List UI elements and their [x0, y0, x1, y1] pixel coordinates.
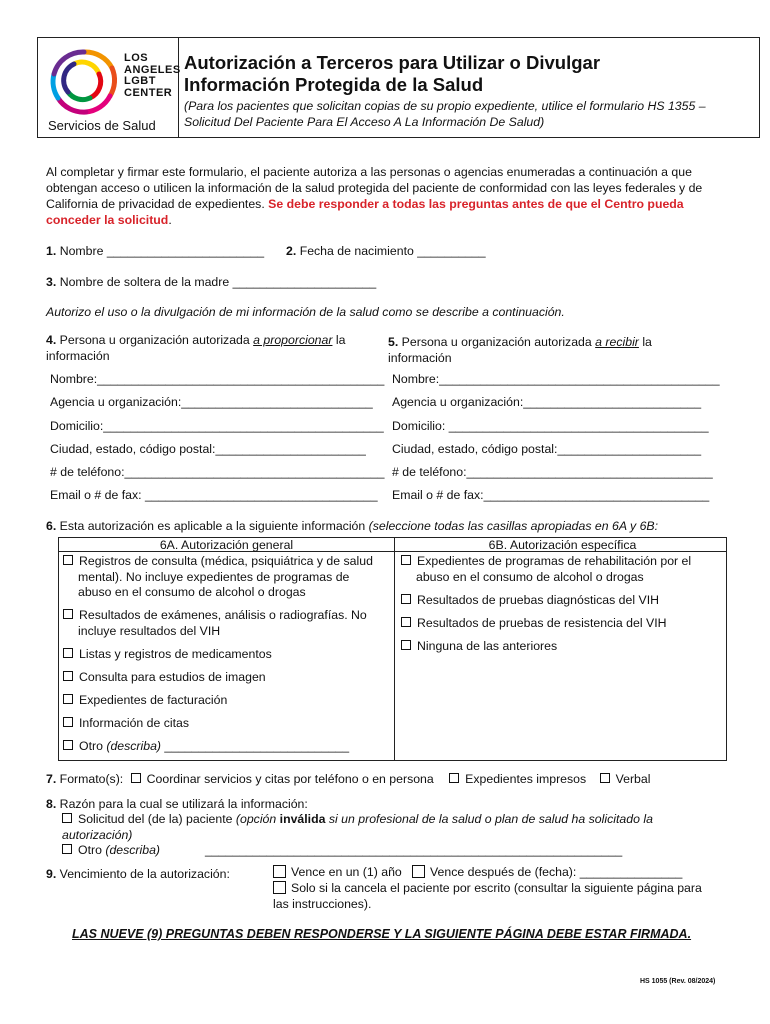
- checkbox-icon[interactable]: [412, 865, 425, 878]
- checkbox-icon[interactable]: [273, 881, 286, 894]
- checkbox-test-results[interactable]: Resultados de exámenes, análisis o radiografías. No incluye resultados del VIH: [63, 608, 367, 639]
- authorization-table: [58, 537, 727, 761]
- q5-heading: 5. Persona u organización autorizada a recibir la información: [388, 335, 652, 365]
- q4-agency-field[interactable]: Agencia u organización:____________________________: [50, 395, 373, 409]
- q5-agency-field[interactable]: Agencia u organización:__________________________: [392, 395, 702, 409]
- q5-city-field[interactable]: Ciudad, estado, código postal:_____________________: [392, 442, 702, 456]
- q5-email-fax-field[interactable]: Email o # de fax:_________________________________: [392, 488, 710, 502]
- q2-birthdate-field[interactable]: 2. Fecha de nacimiento __________: [286, 244, 486, 258]
- table-divider: [394, 538, 395, 760]
- center-logo-icon: [44, 46, 124, 118]
- form-subtitle: (Para los pacientes que solicitan copias de su propio expediente, utilice el formulario HS 1355 – Solicitud Del Paciente Para El Acceso A La Información De Salud): [184, 99, 706, 129]
- checkbox-icon[interactable]: [449, 773, 459, 783]
- checkbox-icon[interactable]: [63, 648, 73, 658]
- checkbox-icon[interactable]: [63, 609, 73, 619]
- checkbox-icon[interactable]: [273, 865, 286, 878]
- format-phone-option[interactable]: Coordinar servicios y citas por teléfono o en persona: [127, 772, 434, 786]
- checkbox-icon[interactable]: [62, 813, 72, 823]
- q3-mother-maiden-name-field[interactable]: 3. Nombre de soltera de la madre _____________________: [46, 275, 377, 289]
- q8-other-option[interactable]: Otro (describa): [62, 842, 160, 858]
- general-auth-header: 6A. Autorización general: [159, 538, 294, 552]
- form-revision: HS 1055 (Rev. 08/2024): [640, 978, 716, 985]
- specific-auth-header: 6B. Autorización específica: [488, 538, 637, 552]
- checkbox-rehab-records[interactable]: Expedientes de programas de rehabilitación por el abuso en el consumo de alcohol o drogas: [401, 554, 691, 585]
- checkbox-icon[interactable]: [401, 555, 411, 565]
- form-title: Autorización a Terceros para Utilizar o Divulgar Información Protegida de la Salud: [184, 52, 601, 95]
- checkbox-imaging[interactable]: Consulta para estudios de imagen: [63, 670, 266, 686]
- department-label: Servicios de Salud: [48, 118, 156, 133]
- intro-paragraph: Al completar y firmar este formulario, el paciente autoriza a las personas o agencias enumeradas a continuación a que obtengan acceso o utilicen la información de la salud protegida del paciente de conformidad con las leyes federales y de California de privacidad de expedientes. Se debe responder a todas las preguntas antes de que el Centro pueda conceder la solicitud.: [46, 165, 703, 227]
- q8-patient-request-option[interactable]: Solicitud del (de la) paciente (opción inválida si un profesional de la salud o plan de salud ha solicitado la autorización): [62, 812, 653, 842]
- q9-date-option[interactable]: Vence después de (fecha): _______________: [412, 864, 682, 880]
- q7-formats: 7. Formato(s): Coordinar servicios y citas por teléfono o en persona Expedientes impresos Verbal: [46, 772, 651, 786]
- checkbox-hiv-diagnostic[interactable]: Resultados de pruebas diagnósticas del VIH: [401, 593, 659, 609]
- q6-heading: 6. Esta autorización es aplicable a la siguiente información (seleccione todas las casillas apropiadas en 6A y 6B:: [46, 519, 659, 533]
- q4-email-fax-field[interactable]: Email o # de fax: __________________________________: [50, 488, 378, 502]
- q9-one-year-option[interactable]: Vence en un (1) año: [273, 864, 402, 880]
- q4-heading: 4. Persona u organización autorizada a proporcionar la información: [46, 333, 346, 363]
- logo-cell: [38, 38, 179, 137]
- checkbox-billing[interactable]: Expedientes de facturación: [63, 693, 227, 709]
- checkbox-icon[interactable]: [600, 773, 610, 783]
- q8-heading: 8. Razón para la cual se utilizará la información:: [46, 797, 308, 811]
- checkbox-hiv-resistance[interactable]: Resultados de pruebas de resistencia del VIH: [401, 616, 667, 632]
- q4-city-field[interactable]: Ciudad, estado, código postal:______________________: [50, 442, 366, 456]
- checkbox-icon[interactable]: [63, 717, 73, 727]
- checkbox-appointments[interactable]: Información de citas: [63, 716, 189, 732]
- format-verbal-option[interactable]: Verbal: [600, 772, 651, 786]
- checkbox-icon[interactable]: [63, 694, 73, 704]
- checkbox-icon[interactable]: [63, 671, 73, 681]
- checkbox-icon[interactable]: [63, 555, 73, 565]
- required-answers-notice: LAS NUEVE (9) PREGUNTAS DEBEN RESPONDERSE Y LA SIGUIENTE PÁGINA DEBE ESTAR FIRMADA.: [72, 927, 692, 941]
- format-printed-option[interactable]: Expedientes impresos: [449, 772, 586, 786]
- checkbox-icon[interactable]: [401, 640, 411, 650]
- checkbox-icon[interactable]: [401, 594, 411, 604]
- authorize-statement: Autorizo el uso o la divulgación de mi información de la salud como se describe a continuación.: [46, 305, 565, 319]
- checkbox-icon[interactable]: [63, 740, 73, 750]
- q9-heading: 9. Vencimiento de la autorización:: [46, 867, 230, 881]
- q8-other-line[interactable]: _____________________________________________________________: [205, 843, 623, 857]
- checkbox-icon[interactable]: [131, 773, 141, 783]
- form-header: [37, 37, 760, 138]
- checkbox-other-6a[interactable]: Otro (describa) ___________________________: [63, 739, 349, 755]
- checkbox-icon[interactable]: [62, 844, 72, 854]
- q5-name-field[interactable]: Nombre:_________________________________________: [392, 372, 720, 386]
- checkbox-icon[interactable]: [401, 617, 411, 627]
- checkbox-none[interactable]: Ninguna de las anteriores: [401, 639, 557, 655]
- checkbox-consult-records[interactable]: Registros de consulta (médica, psiquiátrica y de salud mental). No incluye expedientes de programas de abuso en el consumo de alcohol o drogas: [63, 554, 373, 601]
- q9-cancel-option[interactable]: Solo si la cancela el paciente por escrito (consultar la siguiente página para las instrucciones).: [273, 881, 702, 911]
- q5-phone-field[interactable]: # de teléfono:____________________________________: [392, 465, 713, 479]
- q1-name-field[interactable]: 1. Nombre _______________________: [46, 244, 265, 258]
- org-name: LOS ANGELES LGBT CENTER: [124, 52, 181, 99]
- checkbox-medications[interactable]: Listas y registros de medicamentos: [63, 647, 272, 663]
- q5-address-field[interactable]: Domicilio: ______________________________________: [392, 419, 709, 433]
- q4-address-field[interactable]: Domicilio:_________________________________________: [50, 419, 384, 433]
- required-notice: Se debe responder a todas las preguntas antes de que el Centro pueda conceder la solicitud: [46, 197, 684, 227]
- q4-name-field[interactable]: Nombre:__________________________________________: [50, 372, 385, 386]
- q4-phone-field[interactable]: # de teléfono:______________________________________: [50, 465, 385, 479]
